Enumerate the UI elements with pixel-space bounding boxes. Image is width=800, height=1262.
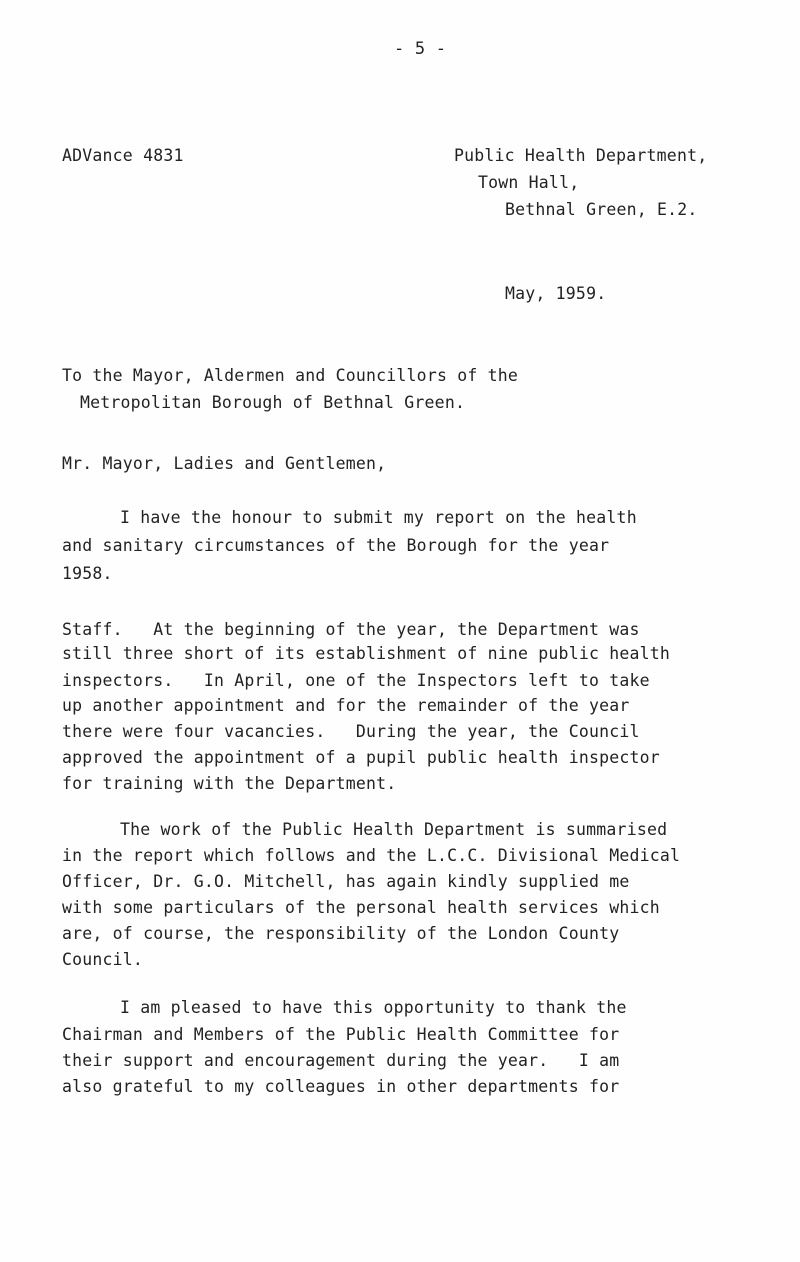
paragraph-line: in the report which follows and the L.C.C. Divisional Medical: [62, 846, 681, 865]
sender-address-line-3: Bethnal Green, E.2.: [505, 200, 698, 219]
paragraph-line: I am pleased to have this opportunity to thank the: [120, 998, 627, 1017]
paragraph-line: are, of course, the responsibility of the London County: [62, 924, 620, 943]
paragraph-line: Staff. At the beginning of the year, the Department was: [62, 620, 640, 639]
paragraph-line: 1958.: [62, 564, 113, 583]
sender-address-line-2: Town Hall,: [478, 173, 580, 192]
addressee-line-1: To the Mayor, Aldermen and Councillors of the: [62, 366, 519, 385]
paragraph-line: The work of the Public Health Department is summarised: [120, 820, 668, 839]
paragraph-line: approved the appointment of a pupil public health inspector: [62, 748, 660, 767]
paragraph-line: still three short of its establishment of nine public health: [62, 644, 671, 663]
addressee-line-2: Metropolitan Borough of Bethnal Green.: [80, 393, 466, 412]
paragraph-line: with some particulars of the personal health services which: [62, 898, 660, 917]
paragraph-line: there were four vacancies. During the year, the Council: [62, 722, 640, 741]
paragraph-line: inspectors. In April, one of the Inspectors left to take: [62, 671, 650, 690]
paragraph-line: Chairman and Members of the Public Health Committee for: [62, 1025, 620, 1044]
paragraph-line: up another appointment and for the remainder of the year: [62, 696, 630, 715]
letter-date: May, 1959.: [505, 284, 607, 303]
page-number: - 5 -: [394, 39, 447, 59]
paragraph-line: their support and encouragement during the year. I am: [62, 1051, 620, 1070]
reference-number: ADVance 4831: [62, 146, 184, 165]
paragraph-line: Officer, Dr. G.O. Mitchell, has again kindly supplied me: [62, 872, 630, 891]
paragraph-line: for training with the Department.: [62, 774, 397, 793]
paragraph-line: I have the honour to submit my report on the health: [120, 508, 637, 527]
paragraph-line: also grateful to my colleagues in other departments for: [62, 1077, 620, 1096]
sender-address-line-1: Public Health Department,: [454, 146, 708, 165]
salutation: Mr. Mayor, Ladies and Gentlemen,: [62, 454, 387, 473]
paragraph-line: and sanitary circumstances of the Borough for the year: [62, 536, 610, 555]
paragraph-line: Council.: [62, 950, 144, 969]
